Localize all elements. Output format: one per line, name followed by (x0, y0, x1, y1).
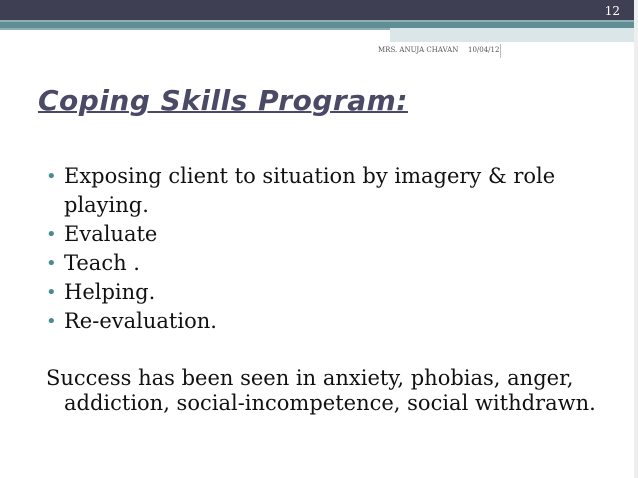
bullet-list (46, 162, 606, 336)
footer-date: 10/04/12 (468, 46, 500, 54)
bullet-icon: • (46, 166, 57, 187)
list-item (46, 278, 606, 307)
list-item (46, 249, 606, 278)
slide-title: Coping Skills Program: (38, 84, 408, 117)
bullet-icon: • (46, 253, 57, 274)
top-bar (0, 0, 638, 20)
footer-author: MRS. ANUJA CHAVAN (378, 46, 459, 54)
slide-number: 12 (604, 4, 620, 18)
accent-bar-light (390, 28, 638, 42)
bullet-icon: • (46, 224, 57, 245)
right-edge-strip (634, 0, 638, 478)
bullet-text: Exposing client to situation by imagery & role playing. (64, 164, 556, 217)
summary-paragraph: Success has been seen in anxiety, phobias, anger, addiction, social-incompetence, social withdrawn. (46, 366, 596, 415)
list-item (46, 162, 606, 220)
bullet-icon: • (46, 282, 57, 303)
footer-divider (500, 44, 501, 58)
bullet-text: Teach . (64, 251, 140, 275)
bullet-icon: • (46, 311, 57, 332)
list-item (46, 307, 606, 336)
list-item (46, 220, 606, 249)
bullet-text: Re-evaluation. (64, 309, 217, 333)
bullet-text: Evaluate (64, 222, 158, 246)
bullet-text: Helping. (64, 280, 156, 304)
